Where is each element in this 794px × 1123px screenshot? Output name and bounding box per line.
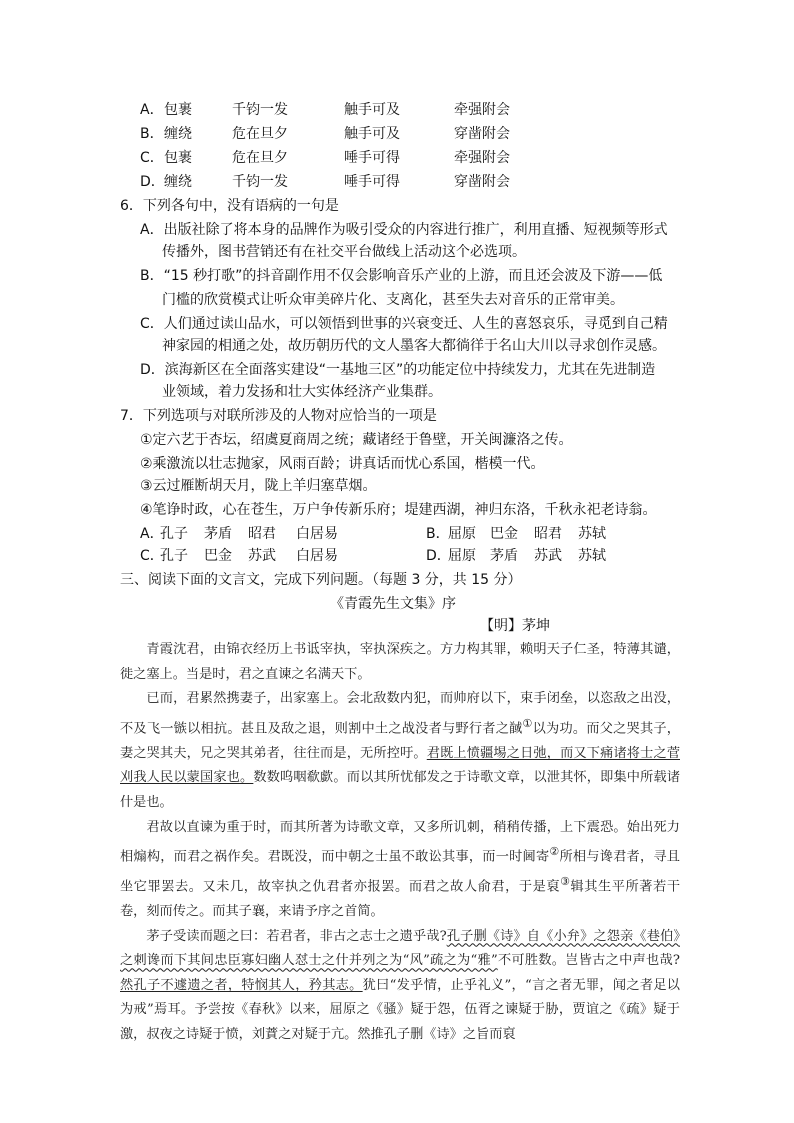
option-person-3: 昭君 bbox=[534, 526, 562, 542]
option-word-2: 千钧一发 bbox=[232, 102, 288, 118]
q6-option-a-line-1: A．出版社除了将本身的品牌作为吸引受众的内容进行推广，利用直播、短视频等形式 bbox=[140, 222, 668, 238]
paragraph-1 bbox=[120, 638, 680, 687]
underlined-sentence: 然孔子不遽遗之者，特悯其人，矜其志。 bbox=[120, 977, 363, 993]
passage-title: 《青霞先生文集》序 bbox=[330, 596, 456, 612]
option-person-2: 茅盾 bbox=[204, 526, 232, 542]
q6-option-c-line-1: C．人们通过读山品水，可以领悟到世事的兴衰变迁、人生的喜怒哀乐，寻觅到自己精 bbox=[140, 316, 668, 332]
option-person-3: 苏武 bbox=[248, 548, 276, 564]
option-person-2: 巴金 bbox=[204, 548, 232, 564]
paragraph-text: 犹曰“发乎情，止乎礼义”，“言之者无罪，闻之者足以为戒”焉耳。予尝按《春秋》以来，屈原之《骚》疑于怨，伍胥之谏疑于胁，贾谊之《疏》疑于激，叔夜之诗疑于愤，刘蕡之对疑于亢。然推孔子删《诗》之旨而裒 bbox=[120, 977, 680, 1043]
paragraph-text: 不可胜数。岂皆古之中声也哉? bbox=[497, 953, 680, 969]
option-person-1: 孔子 bbox=[160, 548, 188, 564]
option-word-1: 缠绕 bbox=[164, 174, 192, 190]
paragraph-text: 茅子受读而题之曰：若君者，非古之志士之遗乎哉? bbox=[146, 928, 447, 944]
option-person-1: 孔子 bbox=[160, 526, 188, 542]
paragraph-text: 已而，君累然携妻子，出家塞上。会北敌数内犯，而帅府以下，束手闭垒，以恣敌之出没，不及飞一镞以相抗。甚且及敌之退，则割中土之战没者与野行者之馘 bbox=[120, 691, 680, 737]
option-letter: A． bbox=[140, 102, 164, 118]
option-letter: A． bbox=[140, 526, 164, 542]
option-person-1: 屈原 bbox=[448, 548, 476, 564]
option-letter: D． bbox=[426, 548, 451, 564]
option-word-4: 穿凿附会 bbox=[454, 126, 510, 142]
option-word-1: 包裹 bbox=[164, 150, 192, 166]
option-word-1: 包裹 bbox=[164, 102, 192, 118]
footnote-marker: ① bbox=[522, 716, 533, 730]
option-word-2: 危在旦夕 bbox=[232, 150, 288, 166]
option-person-4: 白居易 bbox=[296, 526, 338, 542]
section-heading: 三、阅读下面的文言文，完成下列问题。（每题 3 分，共 15 分） bbox=[120, 572, 522, 588]
option-letter: D． bbox=[140, 174, 165, 190]
option-person-4: 白居易 bbox=[296, 548, 338, 564]
paragraph-3 bbox=[120, 816, 680, 925]
option-letter: B． bbox=[426, 526, 450, 542]
option-person-2: 茅盾 bbox=[490, 548, 518, 564]
passage-author: 【明】茅坤 bbox=[480, 618, 550, 634]
option-word-4: 穿凿附会 bbox=[454, 174, 510, 190]
underlined-sentence: 君既上愤疆埸之日弛，而又下痛诸将士之菅刈我人民以蒙国家也。 bbox=[120, 745, 680, 786]
q6-option-b-line-1: B．“15 秒打歌”的抖音副作用不仅会影响音乐产业的上游，而且还会波及下游——低 bbox=[140, 268, 663, 284]
paragraph-4 bbox=[120, 925, 680, 1048]
q6-option-a-line-2: 传播外，图书营销还有在社交平台做线上活动这个必选项。 bbox=[162, 244, 526, 260]
option-letter: C． bbox=[140, 150, 164, 166]
option-person-2: 巴金 bbox=[490, 526, 518, 542]
q7-couplet-2: ②乘激流以壮志抛家，风雨百龄；讲真话而忧心系国，楷模一代。 bbox=[140, 456, 545, 472]
option-word-2: 危在旦夕 bbox=[232, 126, 288, 142]
option-person-3: 苏武 bbox=[534, 548, 562, 564]
paragraph-text: 以为功。而父之哭其子，妻之哭其夫，兄之哭其弟者，往往而是，无所控吁。 bbox=[120, 721, 680, 761]
option-person-1: 屈原 bbox=[448, 526, 476, 542]
q7-couplet-4: ④笔诤时政，心在苍生，万户争传新乐府；堤建西湖，神归东洛，千秋永祀老诗翁。 bbox=[140, 502, 657, 518]
wavy-underlined-sentence: 孔子删《诗》自《小弁》之怨亲《巷伯》之刺谗而下其间忠臣寡妇幽人怼士之什并列之为“风”疏之为“雅” bbox=[120, 928, 680, 969]
q7-couplet-1: ①定六艺于杏坛，绍虞夏商周之统；藏诸经于鲁壁，开关闽濂洛之传。 bbox=[140, 432, 573, 448]
paragraph-text: 青霞沈君，由锦衣经历上书诋宰执，宰执深疾之。方力构其罪，赖明天子仁圣，特薄其谴，徙之塞上。当是时，君之直谏之名满天下。 bbox=[120, 642, 680, 682]
q6-option-d-line-2: 业领域，着力发扬和壮大实体经济产业集群。 bbox=[162, 384, 442, 400]
option-word-3: 触手可及 bbox=[344, 102, 400, 118]
q6-stem: 6．下列各句中，没有语病的一句是 bbox=[120, 198, 339, 214]
footnote-marker: ③ bbox=[560, 875, 571, 889]
option-person-3: 昭君 bbox=[248, 526, 276, 542]
paragraph-text: 君故以直谏为重于时，而其所著为诗歌文章，又多所讥刺，稍稍传播，上下震恐。始出死力相煽构，而君之祸作矣。君既没，而中朝之士虽不敢讼其事，而一时阃寄 bbox=[120, 819, 680, 865]
footnote-marker: ② bbox=[549, 845, 560, 859]
paragraph-text: 所相与谗君者，寻且坐它罪罢去。又未几，故宰执之仇君者亦报罢。而君之故人俞君，于是裒 bbox=[120, 849, 680, 895]
q7-stem: 7．下列选项与对联所涉及的人物对应恰当的一项是 bbox=[120, 408, 437, 424]
paragraph-2 bbox=[120, 687, 680, 815]
classical-passage bbox=[120, 638, 680, 1048]
paragraph-text: 辑其生平所著若干卷，刻而传之。而其子襄，来请予序之首简。 bbox=[120, 879, 681, 920]
q6-option-b-line-2: 门槛的欣赏模式让听众审美碎片化、支离化，甚至失去对音乐的正常审美。 bbox=[162, 292, 624, 308]
option-word-1: 缠绕 bbox=[164, 126, 192, 142]
q6-option-c-line-2: 神家园的相通之处，故历朝历代的文人墨客大都徜徉于名山大川以寻求创作灵感。 bbox=[162, 338, 666, 354]
option-letter: C． bbox=[140, 548, 164, 564]
option-word-3: 唾手可得 bbox=[344, 150, 400, 166]
q6-option-d-line-1: D．滨海新区在全面落实建设“一基地三区”的功能定位中持续发力，尤其在先进制造 bbox=[140, 362, 656, 378]
option-word-3: 唾手可得 bbox=[344, 174, 400, 190]
option-letter: B． bbox=[140, 126, 164, 142]
option-person-4: 苏轼 bbox=[578, 526, 606, 542]
option-word-2: 千钧一发 bbox=[232, 174, 288, 190]
option-word-3: 触手可及 bbox=[344, 126, 400, 142]
paragraph-text: 数数呜咽欷歔。而以其所忧郁发之于诗歌文章，以泄其怀，即集中所载诸什是也。 bbox=[120, 770, 681, 810]
option-word-4: 牵强附会 bbox=[454, 102, 510, 118]
q7-couplet-3: ③云过雁断胡天月，陇上羊归塞草烟。 bbox=[140, 478, 377, 494]
option-word-4: 牵强附会 bbox=[454, 150, 510, 166]
option-person-4: 苏轼 bbox=[578, 548, 606, 564]
